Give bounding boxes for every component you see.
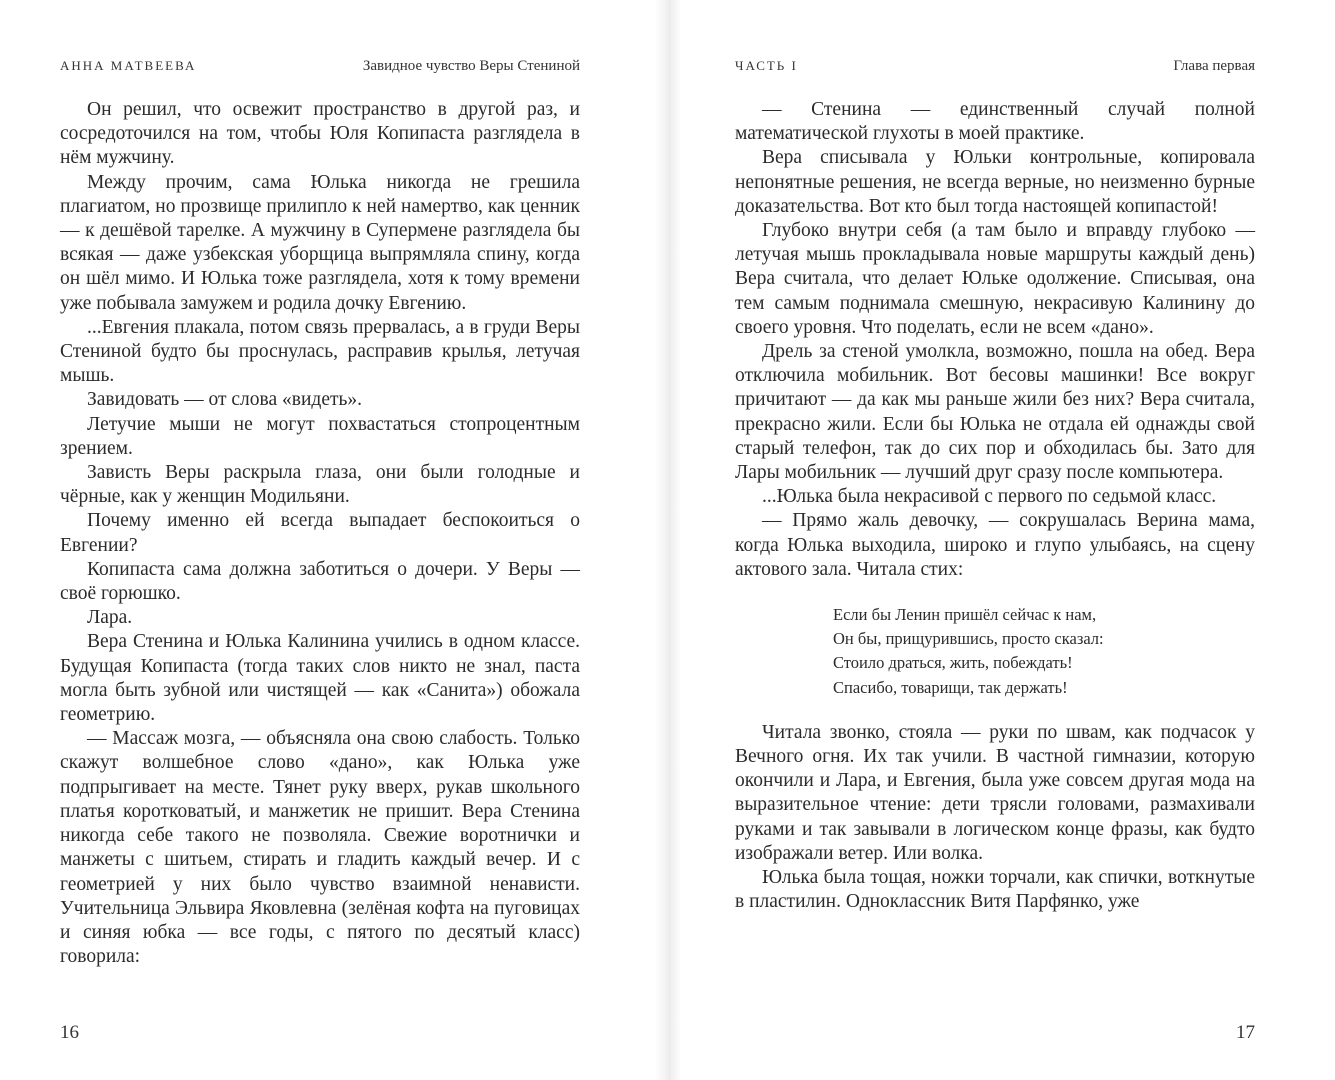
paragraph: Зависть Веры раскрыла глаза, они были голодные и чёрные, как у женщин Модильяни. (60, 462, 580, 508)
paragraph: — Стенина — единственный случай полной математической глухоты в моей практике. (735, 99, 1255, 145)
page-number-right: 17 (1236, 1022, 1255, 1043)
paragraph: Вера Стенина и Юлька Калинина учились в одном классе. Будущая Копипаста (тогда таких слов никто не знал, паста могла быть зубной или чистящей — как «Санита») обожала геометрию. (60, 631, 580, 726)
poem-line: Стоило драться, жить, побеждать! (833, 653, 1073, 673)
paragraph: Летучие мыши не могут похвастаться стопроцентным зрением. (60, 413, 580, 459)
poem-line: Если бы Ленин пришёл сейчас к нам, (833, 605, 1097, 625)
left-running-head (60, 58, 580, 78)
paragraph: Вера списывала у Юльки контрольные, копировала непонятные решения, не всегда верные, но неизменно бурные доказательства. Вот кто был тогда настоящей копипастой! (735, 147, 1255, 217)
paragraph: ...Евгения плакала, потом связь прервалась, а в груди Веры Стениной будто бы проснулась, расправив крылья, летучая мышь. (60, 316, 580, 387)
paragraph: Юлька была тощая, ножки торчали, как спички, воткнутые в пластилин. Одноклассник Витя Парфянко, уже (735, 867, 1255, 913)
header-chapter: Глава первая (1173, 58, 1255, 74)
paragraph: Копипаста сама должна заботиться о дочери. У Веры — своё горюшко. (60, 558, 580, 605)
left-body-text (60, 98, 580, 969)
poem (833, 603, 1255, 700)
right-body-text (735, 98, 1255, 915)
paragraph: — Прямо жаль девочку, — сокрушалась Верина мама, когда Юлька выходила, широко и глупо улыбаясь, на сцену актового зала. Читала стих: (735, 510, 1255, 580)
header-book-title: Завидное чувство Веры Стениной (362, 58, 580, 74)
paragraph: Дрель за стеной умолкла, возможно, пошла на обед. Вера отключила мобильник. Вот бесовы машинки! Все вокруг причитают — да как мы раньше жили без них? Вера считала, прекрасно жили. Если бы Юлька не отдала ей однажды свой старый телефон, так до сих пор и обходилась бы. Зато для Лары мобильник — лучший друг сразу после компьютера. (735, 341, 1255, 484)
left-page (60, 0, 580, 1080)
header-author: АННА МАТВЕЕВА (60, 58, 197, 73)
poem-line: Спасибо, товарищи, так держать! (833, 677, 1068, 697)
right-running-head (735, 58, 1255, 78)
paragraph: — Массаж мозга, — объясняла она свою слабость. Только скажут волшебное слово «дано», как Юлька уже подпрыгивает на месте. Тянет руку вверх, рукав школьного платья коротковатый, и манжетик не пришит. Вера Стенина никогда себе такого не позволяла. Свежие воротнички и манжеты с шитьем, стирать и гладить каждый вечер. И с геометрией у них было чувство взаимной ненависти. Учительница Эльвира Яковлевна (зелёная кофта на пуговицах и синяя юбка — все годы, с пятого по десятый класс) говорила: (60, 728, 580, 968)
paragraph: Лара. (87, 607, 133, 629)
paragraph: Он решил, что освежит пространство в другой раз, и сосредоточился на том, чтобы Юля Копипаста разглядела в нём мужчину. (60, 99, 580, 169)
poem-line: Он бы, прищурившись, просто сказал: (833, 629, 1104, 649)
paragraph: Между прочим, сама Юлька никогда не грешила плагиатом, но прозвище прилипло к ней намертво, как ценник — к дешёвой тарелке. А мужчину в Супермене разглядела бы всякая — даже узбекская уборщица выпрямляла спину, когда он шёл мимо. И Юлька тоже разглядела, хотя к тому времени уже побывала замужем и родила дочку Евгению. (60, 171, 580, 314)
paragraph: ...Юлька была некрасивой с первого по седьмой класс. (762, 486, 1217, 508)
paragraph: Завидовать — от слова «видеть». (87, 389, 363, 411)
header-part: ЧАСТЬ I (735, 58, 798, 73)
book-gutter (655, 0, 681, 1080)
paragraph: Глубоко внутри себя (а там было и вправду глубоко — летучая мышь прокладывала новые маршруты каждый день) Вера считала, что делает Юльке одолжение. Списывая, она тем самым поднимала смешную, некрасивую Калинину до своего уровня. Что поделать, если не всем «дано». (735, 220, 1255, 338)
page-number-left: 16 (60, 1022, 79, 1043)
right-page (735, 0, 1255, 1080)
paragraph: Читала звонко, стояла — руки по швам, как подчасок у Вечного огня. Их так учили. В частной гимназии, которую окончили и Лара, и Евгения, была уже совсем другая мода на выразительное чтение: дети трясли головами, размахивали руками и так завывали в логическом конце фразы, как будто изображали ветер. Или волка. (735, 721, 1255, 864)
paragraph: Почему именно ей всегда выпадает беспокоиться о Евгении? (60, 510, 580, 556)
